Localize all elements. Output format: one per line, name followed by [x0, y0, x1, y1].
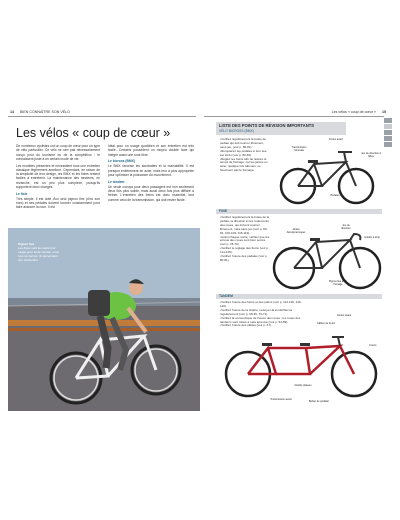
bmx-callout: Jeu de direction à billes: [361, 152, 381, 158]
article-column-2: [108, 144, 194, 204]
tandem-callout: Double plateau: [294, 384, 312, 387]
chapter-tab[interactable]: [384, 118, 392, 123]
tandem-heading: Le tandem: [108, 179, 125, 184]
tandem-diagram: [220, 330, 382, 402]
chapter-tab[interactable]: [384, 136, 392, 141]
section-label-tandem: TANDEM: [219, 294, 233, 298]
tandem-callout: Transmission avant: [270, 398, 292, 401]
checklist-item: • Vérifiez régulièrement la butée de pédale qui doit tourner librement, sans jeu, (voir p. 80-81).: [220, 138, 270, 150]
right-running-title: Les vélos « coup de cœur »: [331, 110, 376, 114]
checklist-item: • Vérifiez l'usure des freins et des patins (voir p. 114-136, 146-140).: [220, 301, 302, 309]
checklist-item: • Avant chaque sortie, vérifiez que les écrous des roues sont bien serrés (voir p. 78-79).: [220, 236, 270, 248]
fixie-callout: Jeu de direction: [341, 224, 351, 230]
section-label-fixie: FIXIE: [219, 209, 228, 213]
fixie-checklist: [220, 216, 270, 263]
paragraph: Le BMX favorise les acrobaties et la maniabilité. Il est presque entièrement en acier, mais leur à plus appropriée pour optimiser la puissance du mouvement.: [108, 164, 194, 177]
tandem-callout: Boîtier de pédalier: [308, 400, 330, 403]
right-page-number: 15: [382, 110, 386, 114]
book-spread: [8, 108, 392, 411]
checklist-item: • Vérifiez le réglage des freins (voir p. 114-125).: [220, 247, 270, 255]
tandem-callout: Freins: [369, 344, 377, 347]
caption-text: Les fixies sont les vélos tout usage pour toute l'année, sous tous les temps. Ils demandent peu d'entretien.: [18, 246, 59, 262]
checklist-item: • Vérifiez la concentrique de l'usure des roues ; les roues des tandems sont mises à rude épreuve (voir p. 54-59).: [220, 317, 302, 325]
right-running-header: [332, 108, 386, 116]
paragraph: idéal pour un usage quotidien et son entretien est très facile. Certains possèdent un moyeu double face qui intègre aussi une roue libre.: [108, 144, 194, 157]
article-title: Les vélos « coup de cœur »: [16, 126, 171, 140]
checklist-item: • Réglez les freins afin de réduire le temps de freinage, car les jantes en acier, quelque fois taboues, ne favorisent pas le freinage.: [220, 158, 270, 174]
chapter-thumb-tabs: [383, 108, 392, 411]
left-running-header: [10, 108, 70, 116]
bmx-callout: Freins avant: [329, 138, 343, 141]
chapter-tab[interactable]: [384, 130, 392, 135]
tandem-checklist: [220, 301, 302, 328]
article-column-1: [16, 144, 100, 212]
photo-caption: [18, 242, 62, 262]
checklist-item: • Vérifiez l'usure des pédales (voir p. 80-81).: [220, 255, 270, 263]
paragraph: De nombreux cyclistes ont un coup de cœur pour un type de vélo particulier. Ce vélo ne sert pas nécessairement conçu pour du tourisme ou de la compétition ; le connaissent juste à un certain mode de vie.: [16, 144, 100, 161]
paragraph: Les modèles présentés et nécessitent tous une entretien classique légèrement amélioré. Cependant, en raison de la simplicité de leur design, les BMX et les fixies restent faciles à entretenir. La maintenance des tandems, en revanche, est un peu plus complexe, puisqu'ils supportent deux charges.: [16, 163, 100, 190]
bmx-callout: Pédales: [330, 194, 340, 197]
paragraph: Très simple, il est doté d'un seul pignon fixe (d'où son nom) et ses pédales doivent tourner constamment pour faire avancer la roue. Il est: [16, 196, 100, 210]
bmx-checklist: [220, 138, 270, 173]
fixie-section-bar: [216, 209, 382, 214]
cyclist-photo: [8, 228, 200, 411]
bmx-heading: Le bicross (BMX): [108, 159, 135, 164]
checklist-item: • Remplacez les pédales si leur axe est tordu (voir p. 80-81).: [220, 150, 270, 158]
left-page-number: 14: [10, 110, 14, 114]
fixie-heading: Le fixie: [16, 191, 28, 196]
right-header-rule: [204, 116, 384, 117]
checklist-item: • Vérifiez l'usure de la chaîne, nettoyez-la et lubrifiez-la régulièrement (voir p. 38-39, 70-71).: [220, 309, 302, 317]
checklist-item: • Vérifiez régulièrement la butée de la pédale, la direction et les roulements des roues, qui doivent tourner librement, mais sans jeu (voir p. 80-81, 106-109, 118-119).: [220, 216, 270, 236]
tandem-callout: Jantes avant: [336, 314, 352, 317]
fixie-callout: Pignon fixe avec freinage: [328, 280, 348, 286]
fixie-callout: Jantes Aérodynamiques: [286, 228, 306, 234]
chapter-tab[interactable]: [384, 142, 392, 147]
checklist-title: LISTE DES POINTS DE RÉVISION IMPORTANTS: [219, 123, 315, 128]
chapter-tab[interactable]: [384, 124, 392, 129]
left-header-rule: [8, 116, 196, 117]
tandem-callout: Câbles de freins: [316, 322, 336, 325]
caption-title: Pignon fixe: [18, 242, 35, 246]
tandem-section-bar: [216, 294, 382, 299]
checklist-item: • Vérifiez l'usure des câbles (voir p. 67).: [220, 324, 302, 328]
bmx-callout: Transmission minimale: [291, 146, 307, 152]
paragraph: Un seule cocoya pour deux passagers est non seulement deux fois plus solide, mais aussi deux fois plus difficile à freiner. L'entretien des freins est donc essentiel, tout comme celui de la transmission, qui doit rester fluide.: [108, 184, 194, 202]
left-running-title: BIEN CONNAÎTRE SON VÉLO: [20, 110, 70, 114]
section-label-bmx: VÉLO BICROSS (BMX): [219, 129, 254, 133]
fixie-callout: Guidon à drop: [364, 236, 380, 239]
